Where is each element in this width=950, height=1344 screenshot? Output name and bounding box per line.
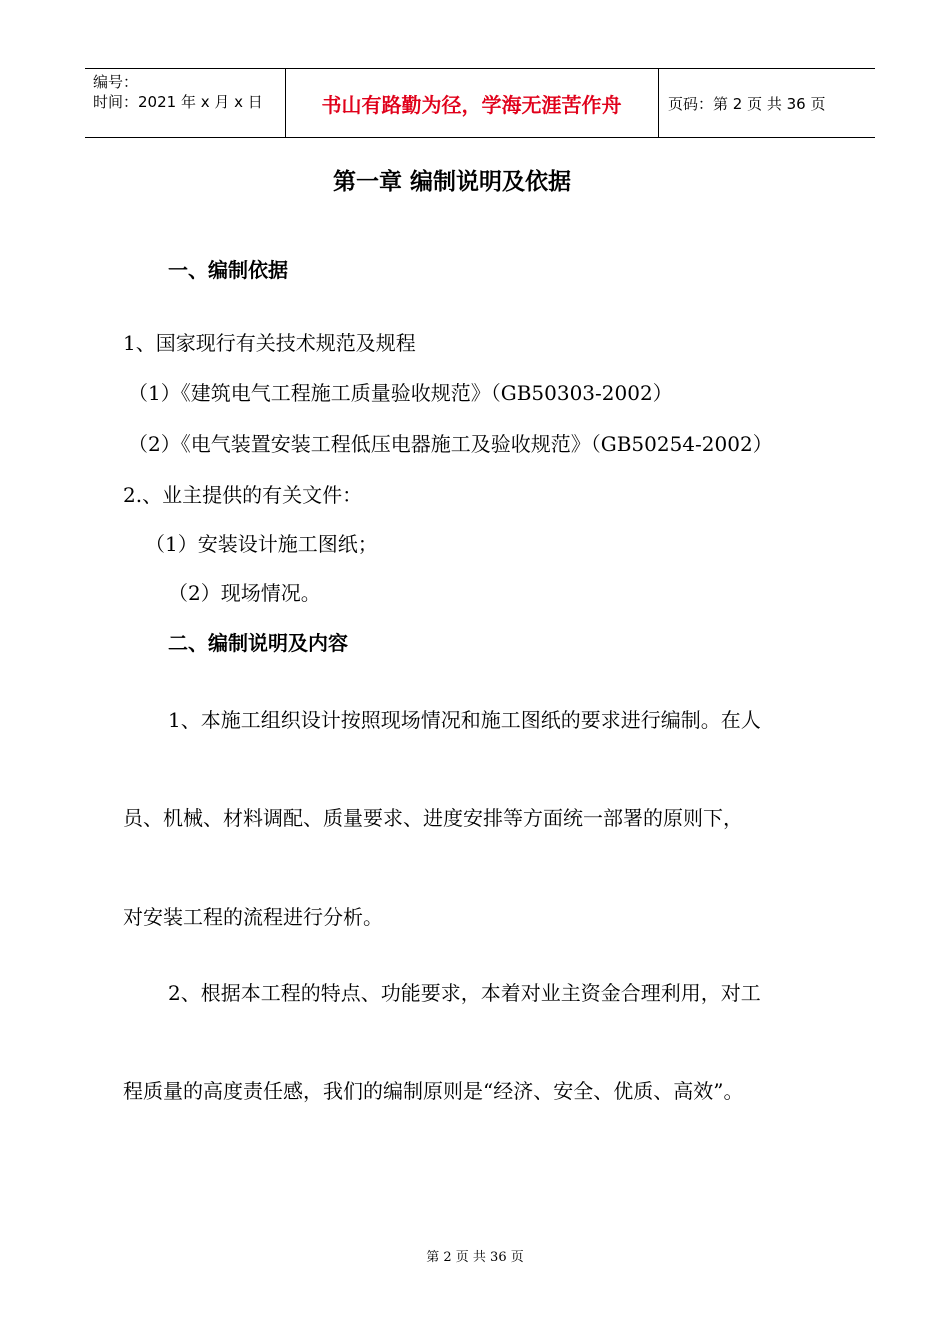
list-item: 1、国家现行有关技术规范及规程 <box>123 331 416 355</box>
section-heading: 一、编制依据 <box>168 258 288 282</box>
header-meta <box>93 72 263 112</box>
header-number-label: 编号： <box>93 73 139 91</box>
header-divider <box>658 69 659 137</box>
list-item: （2）现场情况。 <box>168 581 321 605</box>
list-item: 2.、业主提供的有关文件： <box>123 483 363 507</box>
paragraph-line: 员、机械、材料调配、质量要求、进度安排等方面统一部署的原则下， <box>123 806 743 830</box>
paragraph-line: 程质量的高度责任感，我们的编制原则是“经济、安全、优质、高效”。 <box>123 1079 744 1103</box>
paragraph-line: 1、本施工组织设计按照现场情况和施工图纸的要求进行编制。在人 <box>168 708 761 732</box>
footer-page-number: 第 2 页 共 36 页 <box>426 1250 524 1265</box>
paragraph-line: 2、根据本工程的特点、功能要求，本着对业主资金合理利用，对工 <box>168 981 761 1005</box>
section-heading: 二、编制说明及内容 <box>168 631 348 655</box>
header-time-label: 时间：2021 年 x 月 x 日 <box>93 93 263 111</box>
chapter-title: 第一章 编制说明及依据 <box>333 169 572 195</box>
header-motto: 书山有路勤为径，学海无涯苦作舟 <box>321 92 622 117</box>
page-header-table <box>85 68 875 138</box>
page-footer <box>0 1246 950 1265</box>
paragraph-line: 对安装工程的流程进行分析。 <box>123 905 383 929</box>
list-item: （1）《建筑电气工程施工质量验收规范》（GB50303-2002） <box>128 381 673 405</box>
header-page-info: 页码：第 2 页 共 36 页 <box>668 94 826 113</box>
list-item: （2）《电气装置安装工程低压电器施工及验收规范》（GB50254-2002） <box>128 432 773 456</box>
list-item: （1）安装设计施工图纸； <box>145 532 378 556</box>
